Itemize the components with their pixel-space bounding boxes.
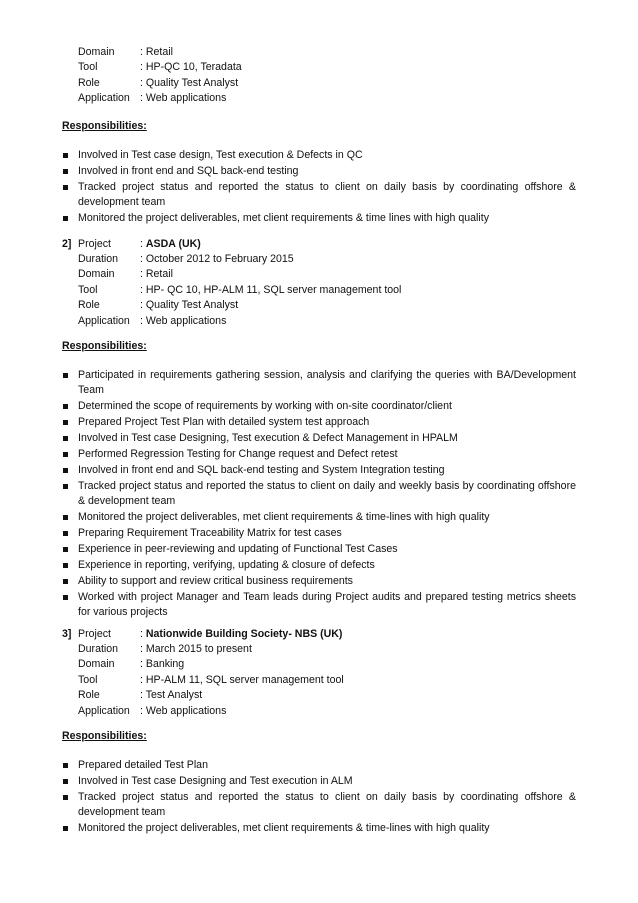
detail-value: : Test Analyst: [140, 689, 203, 702]
detail-value: : HP-QC 10, Teradata: [140, 61, 242, 74]
detail-row: [78, 688, 344, 703]
bullet-icon: [63, 515, 68, 520]
detail-label: Role: [78, 76, 100, 89]
project-prefix: :: [140, 238, 146, 250]
bullet-icon: [63, 547, 68, 552]
list-item-text: Involved in front end and SQL back-end testing and System Integration testing: [78, 463, 445, 476]
detail-label: Domain: [78, 46, 115, 58]
project-number: 3]: [62, 628, 72, 640]
list-item: [62, 821, 576, 836]
bullet-icon: [63, 795, 68, 800]
responsibilities-heading: Responsibilities:: [62, 730, 147, 742]
detail-row: [78, 657, 344, 672]
list-item-text: Ability to support and review critical business requirements: [78, 574, 353, 587]
list-item: [62, 368, 576, 399]
bullet-icon: [63, 826, 68, 831]
list-item-text: Experience in peer-reviewing and updating of Functional Test Cases: [78, 542, 398, 555]
detail-value: : Banking: [140, 658, 185, 671]
project-label: Project: [78, 238, 111, 250]
bullet-icon: [63, 153, 68, 158]
list-item-text: Monitored the project deliverables, met client requirements & time-lines with high quality: [78, 511, 490, 524]
detail-row: [78, 91, 242, 106]
detail-value: : March 2015 to present: [140, 643, 252, 655]
detail-label: Application: [78, 314, 130, 327]
responsibilities-heading: Responsibilities:: [62, 120, 147, 132]
list-item-text: Tracked project status and reported the status to client on daily and weekly basis by coordinating offshore & development team: [78, 479, 576, 508]
detail-label: Application: [78, 92, 130, 105]
project-name: Nationwide Building Society- NBS (UK): [145, 628, 343, 640]
detail-label: Role: [78, 299, 100, 312]
bullet-icon: [63, 595, 68, 600]
detail-value: : HP-ALM 11, SQL server management tool: [140, 673, 344, 686]
detail-row: [78, 298, 401, 313]
bullet-icon: [63, 373, 68, 378]
list-item: [62, 510, 576, 525]
project-label: Project: [78, 628, 111, 640]
detail-value: : Web applications: [140, 704, 227, 717]
detail-value: : October 2012 to February 2015: [140, 253, 294, 265]
list-item: [62, 774, 576, 789]
list-item: [62, 758, 576, 773]
list-item-text: Involved in Test case Designing and Test execution in ALM: [78, 774, 353, 787]
list-item-text: Determined the scope of requirements by working with on-site coordinator/client: [78, 400, 452, 413]
responsibilities-heading: Responsibilities:: [62, 340, 147, 352]
list-item: [62, 164, 576, 179]
list-item: [62, 574, 576, 589]
bullet-icon: [63, 579, 68, 584]
project2-responsibilities: [62, 368, 576, 621]
detail-value: : Retail: [140, 268, 173, 281]
list-item: [62, 463, 576, 478]
detail-label: Tool: [78, 61, 98, 74]
detail-row: [78, 60, 242, 75]
bullet-icon: [63, 185, 68, 190]
detail-value: : Quality Test Analyst: [140, 76, 239, 89]
bullet-icon: [63, 779, 68, 784]
list-item: [62, 479, 576, 510]
detail-label: Domain: [78, 268, 115, 281]
project3-details: [78, 642, 344, 719]
list-item: [62, 180, 576, 211]
detail-row: [78, 642, 344, 657]
list-item: [62, 558, 576, 573]
list-item-text: Worked with project Manager and Team leads during Project audits and prepared testing metrics sheets for various projects: [78, 590, 576, 619]
detail-row: [78, 45, 242, 60]
bullet-icon: [63, 404, 68, 409]
project2-header: [62, 237, 201, 252]
list-item-text: Prepared detailed Test Plan: [78, 759, 208, 771]
detail-label: Duration: [78, 253, 119, 265]
bullet-icon: [63, 436, 68, 441]
list-item-text: Performed Regression Testing for Change request and Defect retest: [78, 448, 398, 461]
project-number: 2]: [62, 238, 72, 250]
list-item: [62, 542, 576, 557]
detail-label: Tool: [78, 283, 98, 296]
detail-label: Domain: [78, 658, 115, 671]
list-item-text: Experience in reporting, verifying, updating & closure of defects: [78, 558, 375, 571]
detail-value: : Retail: [140, 46, 173, 58]
detail-value: : Web applications: [140, 314, 227, 327]
project1-details: [78, 45, 242, 107]
detail-row: [78, 252, 401, 267]
detail-row: [78, 76, 242, 91]
bullet-icon: [63, 484, 68, 489]
list-item: [62, 211, 576, 226]
detail-value: : Web applications: [140, 92, 227, 105]
project2-details: [78, 252, 401, 329]
project-prefix: :: [140, 628, 146, 640]
list-item-text: Involved in Test case Designing, Test execution & Defect Management in HPALM: [78, 432, 458, 445]
list-item-text: Participated in requirements gathering session, analysis and clarifying the queries with BA/Development Team: [78, 369, 576, 397]
list-item-text: Involved in Test case design, Test execution & Defects in QC: [78, 149, 363, 161]
list-item-text: Preparing Requirement Traceability Matrix for test cases: [78, 527, 342, 540]
bullet-icon: [63, 420, 68, 425]
list-item-text: Prepared Project Test Plan with detailed system test approach: [78, 416, 370, 429]
detail-row: [78, 673, 344, 688]
list-item: [62, 431, 576, 446]
bullet-icon: [63, 216, 68, 221]
detail-row: [78, 283, 401, 298]
detail-row: [78, 704, 344, 719]
bullet-icon: [63, 452, 68, 457]
detail-row: [78, 314, 401, 329]
list-item-text: Monitored the project deliverables, met client requirements & time-lines with high quality: [78, 822, 490, 835]
detail-label: Application: [78, 704, 130, 717]
list-item: [62, 447, 576, 462]
bullet-icon: [63, 531, 68, 536]
list-item: [62, 148, 576, 163]
detail-label: Tool: [78, 673, 98, 686]
list-item: [62, 790, 576, 821]
detail-value: : HP- QC 10, HP-ALM 11, SQL server management tool: [140, 283, 402, 296]
list-item-text: Monitored the project deliverables, met client requirements & time lines with high quality: [78, 212, 489, 225]
list-item-text: Tracked project status and reported the status to client on daily basis by coordinating offshore & development team: [78, 790, 576, 819]
list-item: [62, 590, 576, 621]
project-name: ASDA (UK): [145, 238, 201, 250]
detail-label: Role: [78, 689, 100, 702]
list-item-text: Tracked project status and reported the status to client on daily basis by coordinating offshore & development team: [78, 180, 576, 209]
list-item-text: Involved in front end and SQL back-end testing: [78, 164, 299, 177]
detail-row: [78, 267, 401, 282]
list-item: [62, 399, 576, 414]
detail-value: : Quality Test Analyst: [140, 299, 239, 312]
project1-responsibilities: [62, 148, 576, 227]
detail-label: Duration: [78, 643, 119, 655]
bullet-icon: [63, 563, 68, 568]
bullet-icon: [63, 169, 68, 174]
bullet-icon: [63, 468, 68, 473]
project3-responsibilities: [62, 758, 576, 837]
list-item: [62, 526, 576, 541]
list-item: [62, 415, 576, 430]
project3-header: [62, 627, 342, 642]
bullet-icon: [63, 763, 68, 768]
